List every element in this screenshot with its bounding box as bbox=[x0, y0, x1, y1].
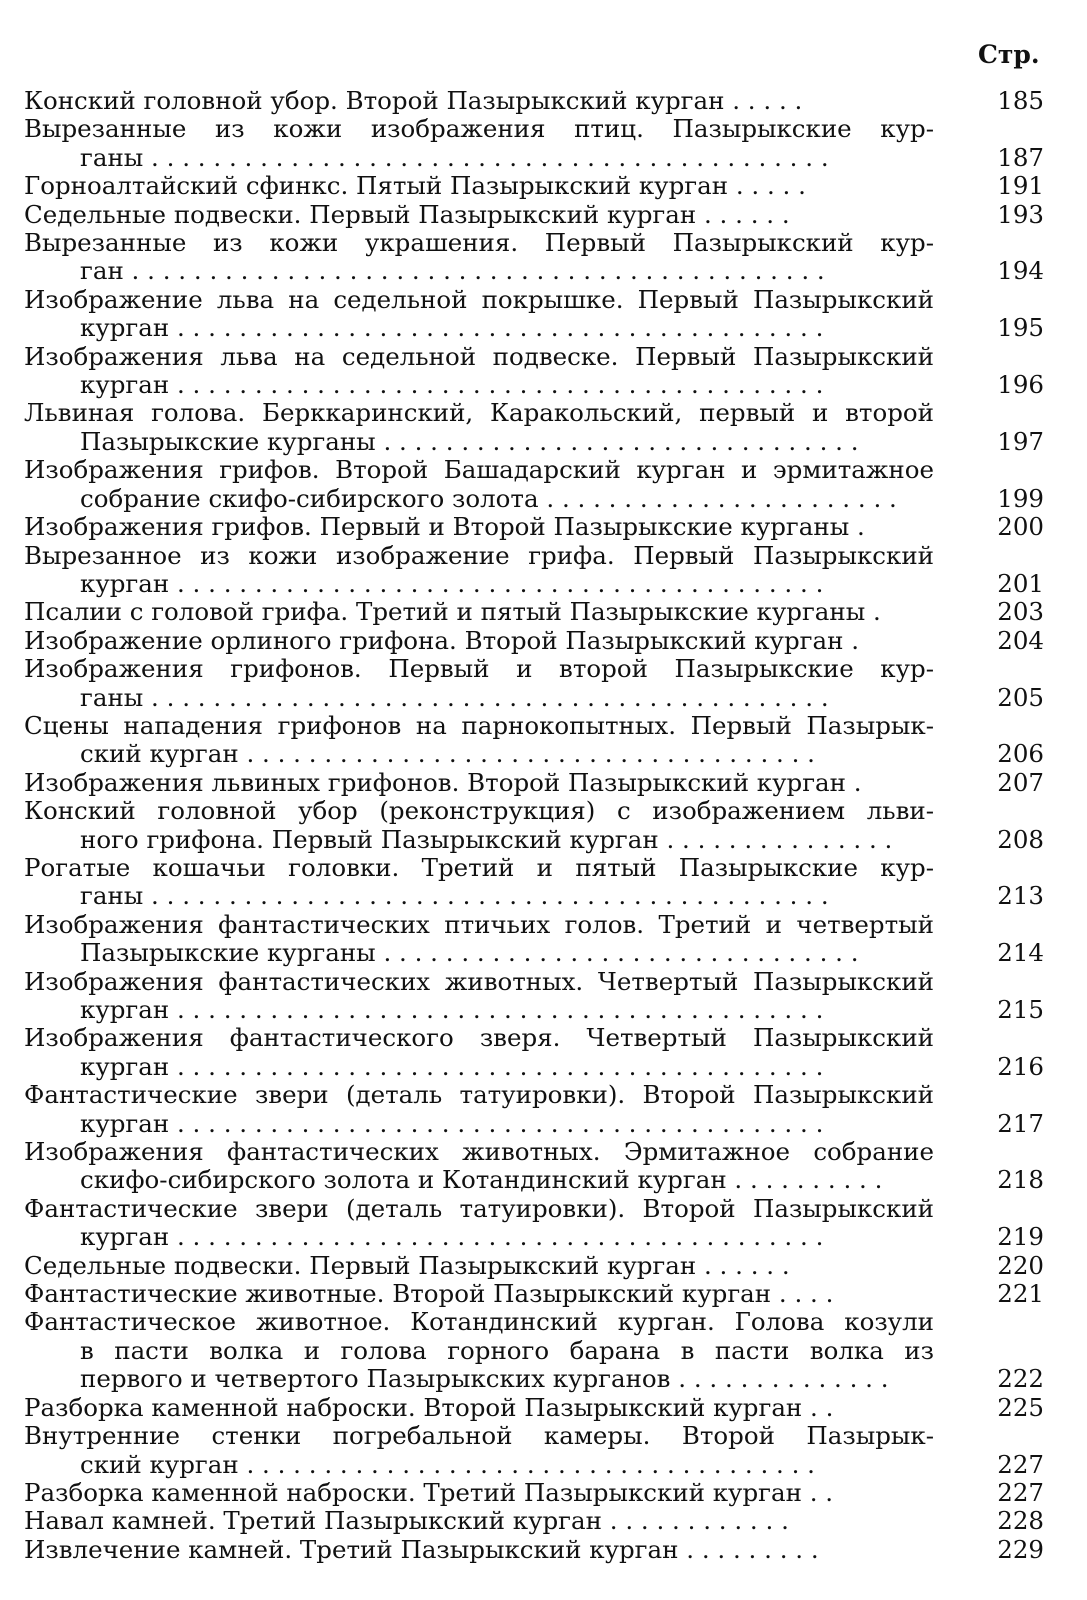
toc-entry-page-number: 218 bbox=[997, 1165, 1044, 1195]
toc-entry bbox=[24, 1308, 1054, 1393]
toc-entry bbox=[24, 1280, 1054, 1308]
toc-entry-title-line: ский курган . . . . . . . . . . . . . . . . . . . . . . . . . . . . . . . . . . . . . bbox=[80, 739, 815, 769]
toc-entry-title-line: курган . . . . . . . . . . . . . . . . . . . . . . . . . . . . . . . . . . . . . . . . . . bbox=[80, 568, 824, 598]
toc-entry-page-number: 195 bbox=[997, 313, 1044, 343]
toc-entry-page-number: 219 bbox=[997, 1222, 1044, 1252]
toc-entry bbox=[24, 542, 1054, 599]
toc-entry-title-line: Вырезанные из кожи изображения птиц. Пазырыкские кур- bbox=[24, 114, 934, 144]
toc-entry-title-line: Изображения львиных грифонов. Второй Пазырыкский курган . bbox=[24, 767, 862, 797]
toc-entry-page-number: 199 bbox=[997, 483, 1044, 513]
toc-entry bbox=[24, 1252, 1054, 1280]
toc-entry bbox=[24, 1507, 1054, 1535]
toc-entry bbox=[24, 456, 1054, 513]
toc-entry bbox=[24, 1394, 1054, 1422]
toc-entry-page-number: 227 bbox=[997, 1449, 1044, 1479]
toc-entry-title-line: скифо-сибирского золота и Котандинский курган . . . . . . . . . . bbox=[80, 1165, 883, 1195]
toc-entry bbox=[24, 598, 1054, 626]
toc-entry-page-number: 222 bbox=[997, 1364, 1044, 1394]
toc-entry bbox=[24, 115, 1054, 172]
toc-entry bbox=[24, 229, 1054, 286]
table-of-contents bbox=[24, 87, 1054, 1564]
toc-entry-title-line: ганы . . . . . . . . . . . . . . . . . . . . . . . . . . . . . . . . . . . . . . . . . . . . bbox=[80, 142, 829, 172]
toc-entry-title-line: Фантастические звери (деталь татуировки). Второй Пазырыкский bbox=[24, 1193, 934, 1223]
toc-entry-title-line: Изображения фантастических животных. Эрмитажное собрание bbox=[24, 1137, 934, 1167]
toc-entry bbox=[24, 655, 1054, 712]
page-column-header: Стр. bbox=[978, 40, 1040, 69]
toc-entry-title-line: Пазырыкские курганы . . . . . . . . . . . . . . . . . . . . . . . . . . . . . . . bbox=[80, 426, 859, 456]
toc-entry-title-line: собрание скифо-сибирского золота . . . . . . . . . . . . . . . . . . . . . . . bbox=[80, 483, 897, 513]
toc-entry-title-line: Фантастическое животное. Котандинский курган. Голова козули bbox=[24, 1307, 934, 1337]
toc-entry-title-line: Изображения грифов. Второй Башадарский курган и эрмитажное bbox=[24, 455, 934, 485]
toc-entry bbox=[24, 87, 1054, 115]
toc-entry-title-line: Изображение орлиного грифона. Второй Пазырыкский курган . bbox=[24, 625, 859, 655]
toc-entry-page-number: 225 bbox=[997, 1392, 1044, 1422]
toc-entry-page-number: 185 bbox=[997, 86, 1044, 115]
toc-entry-page-number: 207 bbox=[997, 767, 1044, 797]
toc-entry-page-number: 208 bbox=[997, 824, 1044, 854]
toc-entry-title-line: первого и четвертого Пазырыкских курганов . . . . . . . . . . . . . . bbox=[80, 1364, 889, 1394]
toc-entry-page-number: 191 bbox=[997, 171, 1044, 201]
toc-entry bbox=[24, 854, 1054, 911]
toc-entry bbox=[24, 1024, 1054, 1081]
toc-entry-title-line: Разборка каменной наброски. Третий Пазырыкский курган . . bbox=[24, 1477, 834, 1507]
toc-entry-title-line: Конский головной убор. Второй Пазырыкский курган . . . . . bbox=[24, 86, 803, 115]
toc-entry-title-line: Псалии с головой грифа. Третий и пятый Пазырыкские курганы . bbox=[24, 597, 881, 627]
toc-entry-title-line: ганы . . . . . . . . . . . . . . . . . . . . . . . . . . . . . . . . . . . . . . . . . . . . bbox=[80, 881, 829, 911]
toc-entry-page-number: 197 bbox=[997, 426, 1044, 456]
toc-entry bbox=[24, 343, 1054, 400]
toc-entry-title-line: Разборка каменной наброски. Второй Пазырыкский курган . . bbox=[24, 1392, 834, 1422]
toc-entry-page-number: 187 bbox=[997, 142, 1044, 172]
toc-entry-title-line: Седельные подвески. Первый Пазырыкский курган . . . . . . bbox=[24, 199, 790, 229]
toc-entry-title-line: курган . . . . . . . . . . . . . . . . . . . . . . . . . . . . . . . . . . . . . . . . . . bbox=[80, 995, 824, 1024]
toc-entry-title-line: ский курган . . . . . . . . . . . . . . . . . . . . . . . . . . . . . . . . . . . . . bbox=[80, 1449, 815, 1479]
toc-entry-page-number: 229 bbox=[997, 1534, 1044, 1564]
toc-entry bbox=[24, 1479, 1054, 1507]
toc-entry bbox=[24, 769, 1054, 797]
toc-entry-page-number: 221 bbox=[997, 1279, 1044, 1309]
toc-entry-page-number: 204 bbox=[997, 625, 1044, 655]
toc-entry-title-line: Изображения фантастических птичьих голов. Третий и четвертый bbox=[24, 909, 934, 939]
toc-entry-title-line: ган . . . . . . . . . . . . . . . . . . . . . . . . . . . . . . . . . . . . . . . . . . . . . bbox=[80, 256, 825, 286]
toc-entry-title-line: Рогатые кошачьи головки. Третий и пятый Пазырыкские кур- bbox=[24, 852, 934, 882]
toc-entry-page-number: 213 bbox=[997, 881, 1044, 911]
toc-entry bbox=[24, 712, 1054, 769]
toc-entry-page-number: 200 bbox=[997, 512, 1044, 542]
toc-entry-title-line: Конский головной убор (реконструкция) с изображением льви- bbox=[24, 796, 934, 826]
toc-entry bbox=[24, 911, 1054, 968]
toc-entry-title-line: Фантастические животные. Второй Пазырыкский курган . . . . bbox=[24, 1279, 834, 1309]
toc-entry-page-number: 201 bbox=[997, 568, 1044, 598]
toc-entry-page-number: 205 bbox=[997, 682, 1044, 712]
toc-entry bbox=[24, 1081, 1054, 1138]
toc-entry-title-line: Внутренние стенки погребальной камеры. Второй Пазырык- bbox=[24, 1421, 934, 1451]
toc-entry bbox=[24, 1536, 1054, 1564]
toc-entry-title-line: Изображения грифонов. Первый и второй Пазырыкские кур- bbox=[24, 654, 934, 684]
toc-entry bbox=[24, 1138, 1054, 1195]
toc-entry-title-line: Изображения льва на седельной подвеске. Первый Пазырыкский bbox=[24, 341, 934, 371]
toc-entry-title-line: Львиная голова. Берккаринский, Каракольский, первый и второй bbox=[24, 398, 934, 428]
toc-entry-title-line: ного грифона. Первый Пазырыкский курган . . . . . . . . . . . . . . . bbox=[80, 824, 893, 854]
toc-entry bbox=[24, 399, 1054, 456]
toc-entry-title-line: курган . . . . . . . . . . . . . . . . . . . . . . . . . . . . . . . . . . . . . . . . . . bbox=[80, 313, 824, 343]
toc-entry-title-line: Горноалтайский сфинкс. Пятый Пазырыкский курган . . . . . bbox=[24, 171, 806, 201]
toc-entry-page-number: 227 bbox=[997, 1477, 1044, 1507]
toc-entry bbox=[24, 172, 1054, 200]
toc-entry-page-number: 203 bbox=[997, 597, 1044, 627]
toc-entry-title-line: курган . . . . . . . . . . . . . . . . . . . . . . . . . . . . . . . . . . . . . . . . . . bbox=[80, 370, 824, 400]
toc-entry-title-line: Пазырыкские курганы . . . . . . . . . . . . . . . . . . . . . . . . . . . . . . . bbox=[80, 938, 859, 968]
toc-entry bbox=[24, 627, 1054, 655]
toc-entry-title-line: курган . . . . . . . . . . . . . . . . . . . . . . . . . . . . . . . . . . . . . . . . . . bbox=[80, 1108, 824, 1138]
toc-entry-page-number: 216 bbox=[997, 1051, 1044, 1081]
toc-entry-title-line: Фантастические звери (деталь татуировки). Второй Пазырыкский bbox=[24, 1080, 934, 1110]
toc-entry-title-line: Навал камней. Третий Пазырыкский курган . . . . . . . . . . . . bbox=[24, 1506, 789, 1536]
toc-entry-page-number: 193 bbox=[997, 199, 1044, 229]
toc-entry-title-line: Вырезанные из кожи украшения. Первый Пазырыкский кур- bbox=[24, 228, 934, 258]
toc-entry-title-line: в пасти волка и голова горного барана в пасти волка из bbox=[80, 1335, 934, 1365]
toc-entry bbox=[24, 286, 1054, 343]
toc-entry-page-number: 194 bbox=[997, 256, 1044, 286]
toc-entry-page-number: 215 bbox=[997, 995, 1044, 1024]
toc-entry-title-line: Сцены нападения грифонов на парнокопытных. Первый Пазырык- bbox=[24, 710, 934, 740]
toc-entry-title-line: Изображения грифов. Первый и Второй Пазырыкские курганы . bbox=[24, 512, 865, 542]
toc-entry bbox=[24, 201, 1054, 229]
toc-entry bbox=[24, 968, 1054, 1025]
toc-entry bbox=[24, 797, 1054, 854]
toc-entry-title-line: Изображение льва на седельной покрышке. Первый Пазырыкский bbox=[24, 284, 934, 314]
toc-entry-page-number: 214 bbox=[997, 938, 1044, 968]
toc-entry-page-number: 220 bbox=[997, 1250, 1044, 1280]
toc-entry bbox=[24, 1422, 1054, 1479]
toc-entry-page-number: 217 bbox=[997, 1108, 1044, 1138]
toc-entry-title-line: Вырезанное из кожи изображение грифа. Первый Пазырыкский bbox=[24, 540, 934, 570]
toc-entry-title-line: Извлечение камней. Третий Пазырыкский курган . . . . . . . . . bbox=[24, 1534, 819, 1564]
toc-entry-page-number: 196 bbox=[997, 370, 1044, 400]
toc-entry-page-number: 206 bbox=[997, 739, 1044, 769]
toc-entry-title-line: ганы . . . . . . . . . . . . . . . . . . . . . . . . . . . . . . . . . . . . . . . . . . . . bbox=[80, 682, 829, 712]
toc-entry-title-line: Седельные подвески. Первый Пазырыкский курган . . . . . . bbox=[24, 1250, 790, 1280]
toc-entry-title-line: Изображения фантастического зверя. Четвертый Пазырыкский bbox=[24, 1023, 934, 1053]
toc-entry-page-number: 228 bbox=[997, 1506, 1044, 1536]
toc-entry bbox=[24, 1195, 1054, 1252]
toc-entry-title-line: курган . . . . . . . . . . . . . . . . . . . . . . . . . . . . . . . . . . . . . . . . . . bbox=[80, 1222, 824, 1252]
toc-entry-title-line: Изображения фантастических животных. Четвертый Пазырыкский bbox=[24, 966, 934, 996]
toc-entry bbox=[24, 513, 1054, 541]
toc-entry-title-line: курган . . . . . . . . . . . . . . . . . . . . . . . . . . . . . . . . . . . . . . . . . . bbox=[80, 1051, 824, 1081]
